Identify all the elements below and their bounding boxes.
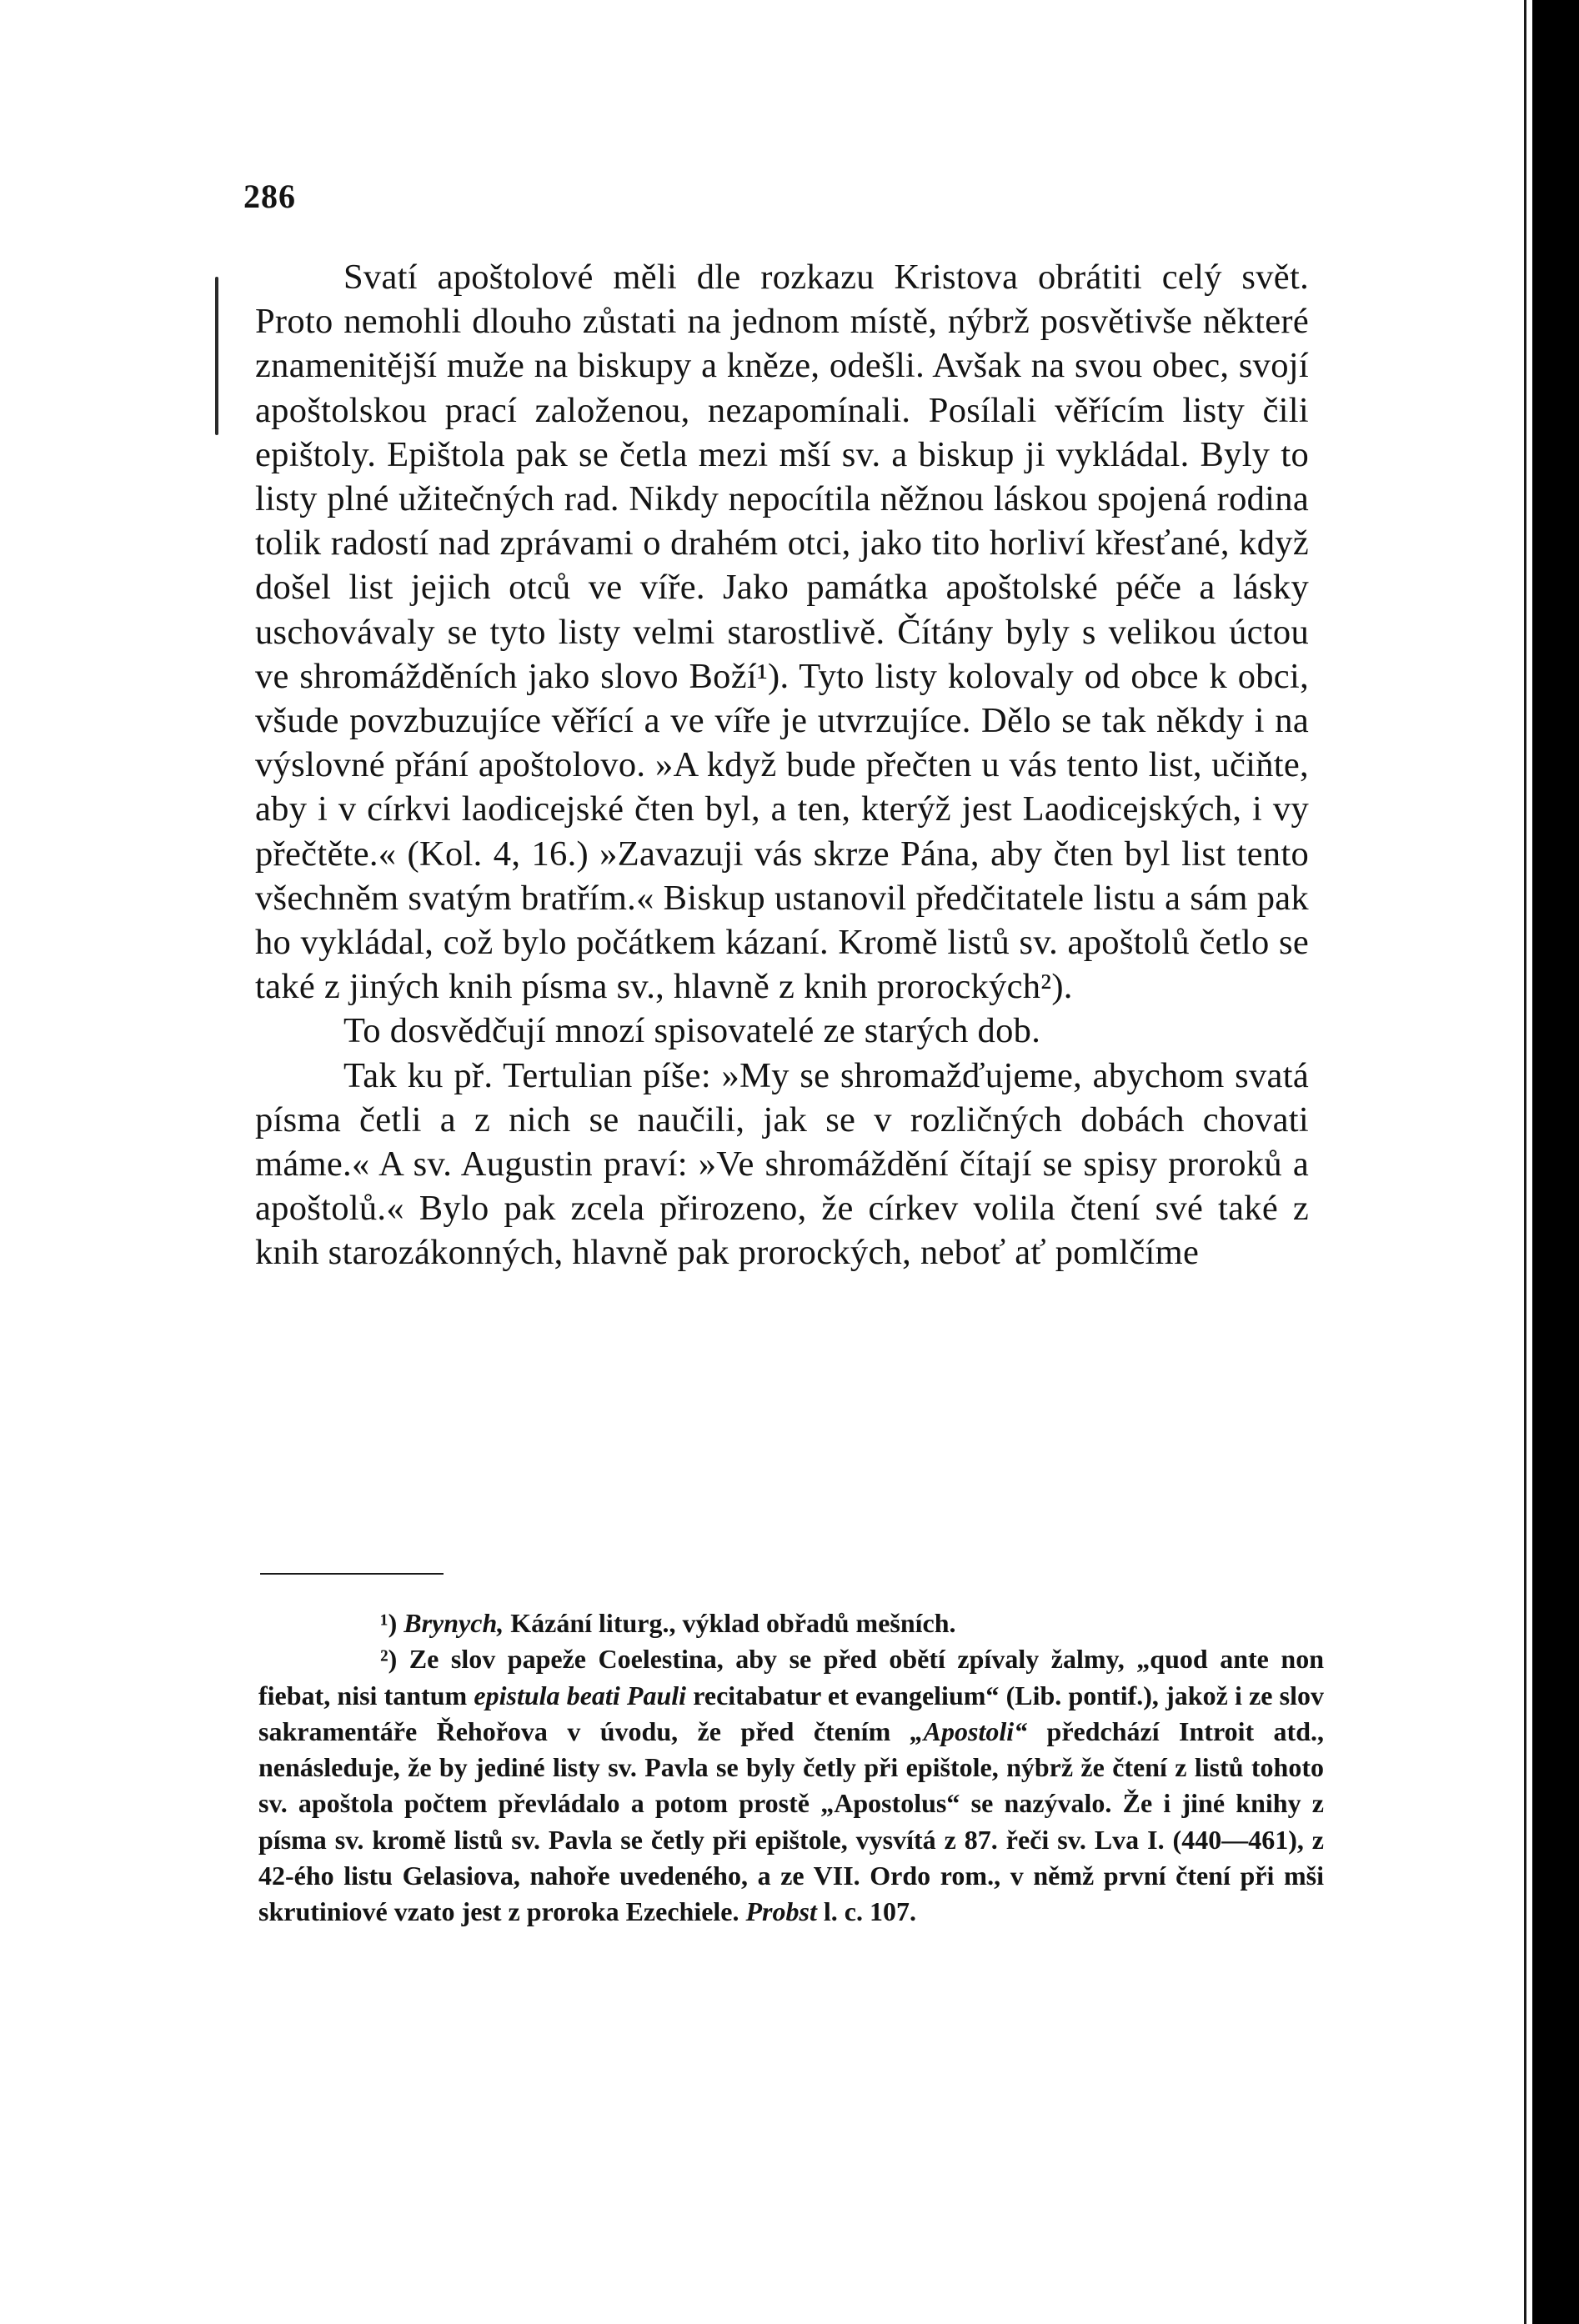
footnote-2-mark: ²) xyxy=(380,1644,398,1675)
margin-mark xyxy=(215,277,218,435)
footnote-2-italic-c: Probst xyxy=(745,1896,817,1927)
page-edge-line xyxy=(1524,0,1526,2324)
page-edge-shadow xyxy=(1532,0,1579,2324)
page-number: 286 xyxy=(243,178,296,215)
footnotes xyxy=(258,1605,1324,1931)
footnote-2 xyxy=(258,1641,1324,1930)
footnote-1-text: Kázání liturg., výklad obřadů mešních. xyxy=(504,1608,956,1638)
footnote-2-text-d: l. c. 107. xyxy=(816,1896,916,1927)
paragraph-3: Tak ku př. Tertulian píše: »My se shromažďujeme, abychom svatá písma četli a z nich se naučili, jak se v rozličných dobách chovati máme.« A sv. Augustin praví: »Ve shromáždění čítají se spisy proroků a apoštolů.« Bylo pak zcela přirozeno, že církev volila čtení své také z knih starozákonných, hlavně pak prorockých, neboť ať pomlčíme xyxy=(255,1055,1309,1273)
footnote-rule xyxy=(260,1573,444,1575)
paragraph-2: To dosvědčují mnozí spisovatelé ze starých dob. xyxy=(343,1011,1041,1051)
footnote-2-italic-b: „Apostoli“ xyxy=(910,1715,1028,1746)
footnote-1 xyxy=(258,1605,1324,1641)
paragraph-1: Svatí apoštolové měli dle rozkazu Kristova obrátiti celý svět. Proto nemohli dlouho zůstati na jednom místě, nýbrž posvětivše některé znamenitější muže na biskupy a kněze, odešli. Avšak na svou obec, svojí apoštolskou prací založenou, nezapomínali. Posílali věřícím listy čili epištoly. Epištola pak se četla mezi mší sv. a biskup ji vykládal. Byly to listy plné užitečných rad. Nikdy nepocítila něžnou láskou spojená rodina tolik radostí nad zprávami o drahém otci, jako tito horliví křesťané, když došel list jejich otců ve víře. Jako památka apoštolské péče a lásky uschovávaly se tyto listy velmi starostlivě. Čítány byly s velikou úctou ve shromážděních jako slovo Boží¹). Tyto listy kolovaly od obce k obci, všude povzbuzujíce věřící a ve víře je utvrzujíce. Dělo se tak někdy i na výslovné přání apoštolovo. »A když bude přečten u vás tento list, učiňte, aby i v církvi laodicejské čten byl, a ten, kterýž jest Laodicejských, i vy přečtěte.« (Kol. 4, 16.) »Zavazuji vás skrze Pána, aby čten byl list tento všechněm svatým bratřím.« Biskup ustanovil předčitatele listu a sám pak ho vykládal, což bylo počátkem kázaní. Kromě listů sv. apoštolů četlo se také z jiných knih písma sv., hlavně z knih prorockých²). xyxy=(255,258,1309,1007)
footnote-2-italic-a: epistula beati Pauli xyxy=(474,1680,687,1710)
footnote-2-text-b: recitabatur et evangelium“ (Lib. pontif.), jakož i ze slov sakramentáře Řehořova v úvodu, že před čtením xyxy=(258,1680,1325,1746)
footnote-2-text-c: předchází Introit atd., nenásleduje, že by jediné listy sv. Pavla se byly četly při epištole, nýbrž že čtení z listů tohoto sv. apoštola počtem převládalo a potom prostě „Apostolus“ se nazývalo. Že i jiné knihy z písma sv. kromě listů sv. Pavla se četly při epištole, vysvítá z 87. řeči sv. Lva I. (440—461), z 42-ého listu Gelasiova, nahoře uvedeného, a ze VII. Ordo rom., v němž první čtení při mši skrutiniové vzato jest z proroka Ezechiele. xyxy=(258,1715,1324,1927)
footnote-2-text-a: Ze slov papeže Coelestina, aby se před obětí zpívaly žalmy, „quod ante non fiebat, nisi tantum xyxy=(258,1644,1324,1710)
body-text xyxy=(255,255,1309,1275)
footnote-1-author: Brynych, xyxy=(404,1608,504,1638)
footnote-1-mark: ¹) xyxy=(380,1608,398,1638)
